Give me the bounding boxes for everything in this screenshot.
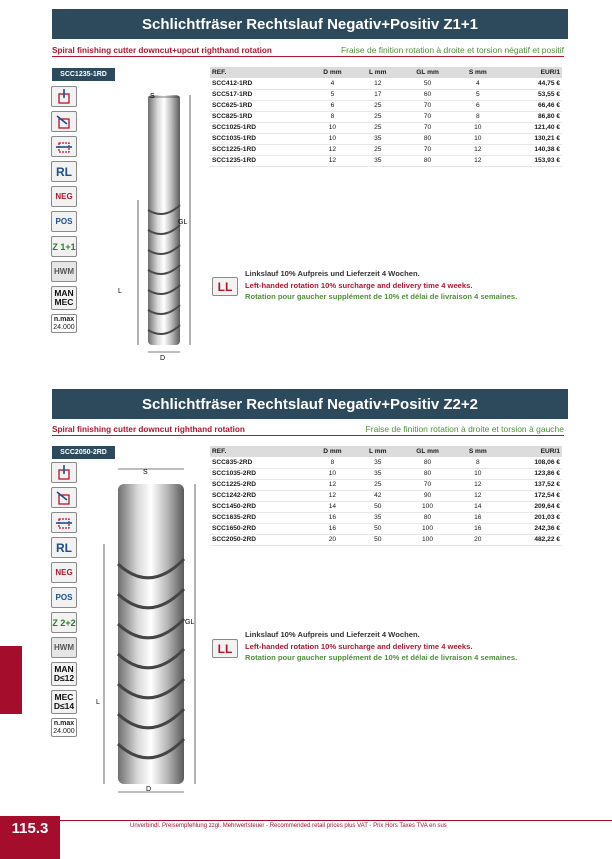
dim-d-label: D <box>160 355 166 362</box>
section1-subtitle-fr: Fraise de finition rotation à droite et torsion négatif et positif <box>340 45 564 55</box>
note-de: Linkslauf 10% Aufpreis und Lieferzeit 4 Wochen. <box>245 269 420 278</box>
manual-mec-icon <box>51 286 77 310</box>
mec-icon <box>51 690 77 714</box>
dim-s-label: S <box>143 469 148 476</box>
table-header-row <box>210 446 562 457</box>
dim-l-label: L <box>118 288 122 295</box>
ramping-icon <box>51 487 77 508</box>
section2-price-table <box>210 446 562 546</box>
section1-price-table <box>210 67 562 167</box>
section2-subtitle-fr: Fraise de finition rotation à droite et torsion à gauche <box>365 424 564 434</box>
footer-divider <box>60 820 612 821</box>
table-row: SCC517-1RD 5 17 60 5 53,55 € <box>212 91 560 98</box>
max-rpm-label: n.max <box>53 315 75 323</box>
table-row: SCC1035-2RD 10 35 80 10 123,86 € <box>212 470 560 477</box>
note-de: Linkslauf 10% Aufpreis und Lieferzeit 4 Wochen. <box>245 630 420 639</box>
note-fr: Rotation pour gaucher supplément de 10% et délai de livraison 4 semaines. <box>245 292 518 301</box>
col-ref: REF. <box>210 67 309 78</box>
section2-icon-column <box>51 462 79 741</box>
left-hand-icon: LL <box>212 639 238 658</box>
manual-limit: D≤12 <box>53 673 75 683</box>
positive-spiral-icon: POS <box>51 211 77 232</box>
col-s: S mm <box>455 446 500 457</box>
cutter-body <box>118 484 184 784</box>
positive-spiral-icon: POS <box>51 587 77 608</box>
dim-gl-label: GL <box>185 619 195 626</box>
manual-icon <box>51 662 77 686</box>
table-row: SCC1242-2RD 12 42 90 12 172,54 € <box>212 492 560 499</box>
col-l: L mm <box>356 67 400 78</box>
section1-divider <box>52 56 564 57</box>
note-en: Left-handed rotation 10% surcharge and delivery time 4 weeks. <box>245 280 473 290</box>
dim-s-label: S <box>150 93 155 100</box>
dim-l-label: L <box>96 699 100 706</box>
mec-label: MEC <box>54 692 74 702</box>
section2-subtitle <box>52 424 564 434</box>
max-rpm-icon <box>51 314 77 333</box>
table-row: SCC1225-2RD 12 25 70 12 137,52 € <box>212 481 560 488</box>
note-fr: Rotation pour gaucher supplément de 10% et délai de livraison 4 semaines. <box>245 653 518 662</box>
dim-d-label: D <box>146 786 152 793</box>
footer-price-note: Unverbindl. Preisempfehlung zzgl. Mehrwertsteuer - Recommended retail prices plus VAT - Prix Hors Taxes TVA en sus <box>130 823 447 829</box>
col-price: EUR/1 <box>501 446 562 457</box>
col-d: D mm <box>309 67 355 78</box>
side-milling-icon <box>51 512 77 533</box>
section1-icon-column <box>51 86 79 337</box>
page-number: 115.3 <box>0 816 60 859</box>
table-row: SCC1635-2RD 16 35 80 16 201,03 € <box>212 514 560 521</box>
cutter-body <box>148 95 180 345</box>
section2-notes <box>245 629 517 664</box>
max-rpm-icon <box>51 718 77 737</box>
negative-spiral-icon: NEG <box>51 562 77 583</box>
carbide-material-icon: HWM <box>51 261 77 282</box>
flute-count-icon: Z 1+1 <box>51 236 77 257</box>
table-row: SCC1025-1RD 10 25 70 10 121,40 € <box>212 124 560 131</box>
table-row: SCC1235-1RD 12 35 80 12 153,93 € <box>212 157 560 164</box>
section1-title: Schlichtfräser Rechtslauf Negativ+Positiv Z1+1 <box>52 9 568 39</box>
table-row: SCC835-2RD 8 35 80 8 108,06 € <box>210 457 562 468</box>
manual-label: MAN <box>54 664 74 674</box>
max-rpm-value: 24.000 <box>53 323 75 331</box>
table-row: SCC1650-2RD 16 50 100 16 242,36 € <box>212 525 560 532</box>
col-gl: GL mm <box>400 446 455 457</box>
table-row: SCC412-1RD 4 12 50 4 44,75 € <box>210 78 562 89</box>
col-price: EUR/1 <box>501 67 562 78</box>
col-s: S mm <box>455 67 500 78</box>
section1-subtitle-en: Spiral finishing cutter downcut+upcut righthand rotation <box>52 46 272 55</box>
section1-subtitle <box>52 45 564 55</box>
flute-count-icon: Z 2+2 <box>51 612 77 633</box>
table-row: SCC1450-2RD 14 50 100 14 209,64 € <box>212 503 560 510</box>
section2-title: Schlichtfräser Rechtslauf Negativ+Positiv Z2+2 <box>52 389 568 419</box>
table-row: SCC625-1RD 6 25 70 6 66,46 € <box>212 102 560 109</box>
mec-limit: D≤14 <box>53 701 75 711</box>
max-rpm-label: n.max <box>53 719 75 727</box>
right-rotation-icon: RL <box>51 161 77 182</box>
plunge-icon <box>51 86 77 107</box>
carbide-material-icon: HWM <box>51 637 77 658</box>
plunge-icon <box>51 462 77 483</box>
col-d: D mm <box>309 446 355 457</box>
table-row: SCC1225-1RD 12 25 70 12 140,38 € <box>212 146 560 153</box>
col-ref: REF. <box>210 446 309 457</box>
table-row: SCC825-1RD 8 25 70 8 86,80 € <box>212 113 560 120</box>
side-milling-icon <box>51 136 77 157</box>
section2-divider <box>52 435 564 436</box>
dim-gl-label: GL <box>178 219 188 226</box>
section2-article-tag: SCC2050-2RD <box>52 446 115 459</box>
manual-label: MAN <box>54 288 74 298</box>
chapter-side-tab <box>0 646 22 714</box>
section2-subtitle-en: Spiral finishing cutter downcut righthand rotation <box>52 425 245 434</box>
max-rpm-value: 24.000 <box>53 727 75 735</box>
section2-cutter-drawing <box>96 464 210 799</box>
section1-article-tag: SCC1235-1RD <box>52 68 115 81</box>
section1-notes <box>245 268 517 303</box>
table-header-row <box>210 67 562 78</box>
note-en: Left-handed rotation 10% surcharge and delivery time 4 weeks. <box>245 641 473 651</box>
section1-cutter-drawing <box>118 90 210 365</box>
table-row: SCC2050-2RD 20 50 100 20 482,22 € <box>212 536 560 543</box>
table-row: SCC1035-1RD 10 35 80 10 130,21 € <box>212 135 560 142</box>
mec-label: MEC <box>54 297 74 307</box>
ramping-icon <box>51 111 77 132</box>
negative-spiral-icon: NEG <box>51 186 77 207</box>
col-l: L mm <box>356 446 400 457</box>
left-hand-icon: LL <box>212 277 238 296</box>
col-gl: GL mm <box>400 67 455 78</box>
right-rotation-icon: RL <box>51 537 77 558</box>
